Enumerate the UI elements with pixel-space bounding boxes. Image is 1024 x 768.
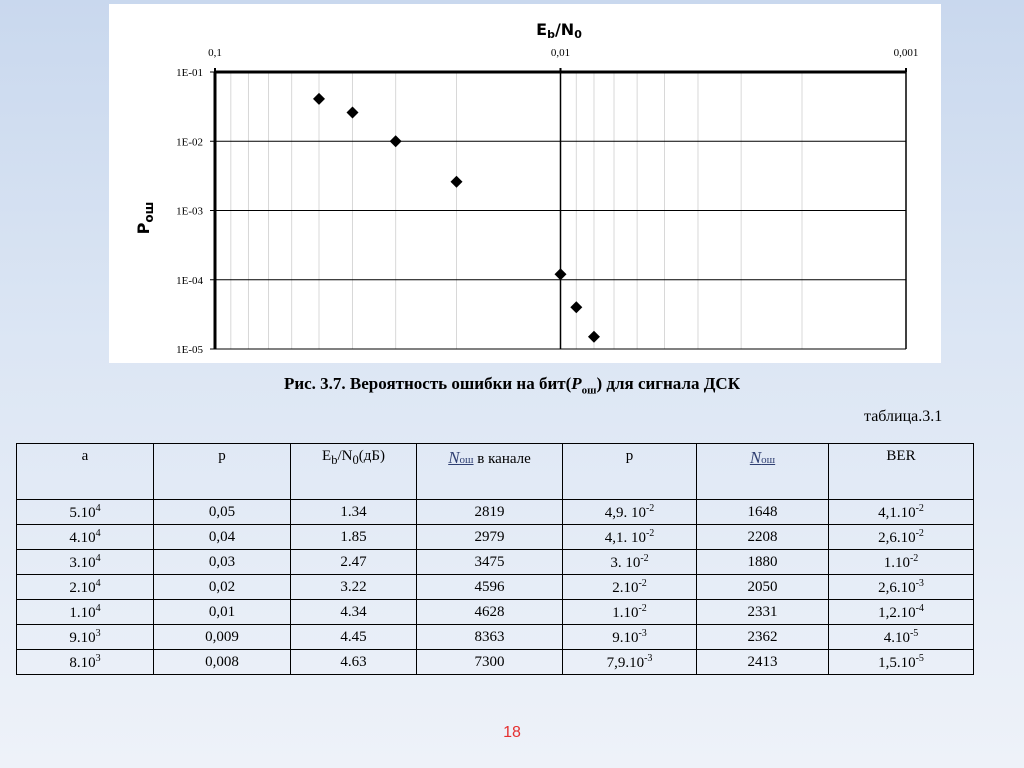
header-p2: p	[563, 444, 697, 500]
table-header-row	[17, 444, 974, 500]
y-tick-label: 1E-02	[176, 136, 203, 149]
caption-symbol: P	[571, 374, 582, 393]
cell-p: 0,01	[154, 600, 291, 625]
cell-p2: $9.10^{-3}$	[563, 625, 697, 650]
cell-p2: $2.10^{-2}$	[563, 575, 697, 600]
data-point	[313, 93, 325, 105]
header-n-channel: Nош в канале	[417, 444, 563, 500]
table-row	[17, 625, 974, 650]
table-row	[17, 600, 974, 625]
header-eb-n0: $E_b/N_0(дБ)$	[291, 444, 417, 500]
cell-ber: $1.10^{-2}$	[829, 550, 974, 575]
n-error-symbol: Nош	[448, 448, 474, 467]
y-tick-label: 1E-01	[176, 67, 203, 79]
cell-n-errors: 2413	[697, 650, 829, 675]
cell-p2: $7,9.10^{-3}$	[563, 650, 697, 675]
data-point	[588, 331, 600, 343]
page-number: 18	[503, 724, 521, 741]
table-number: таблица.3.1	[864, 408, 943, 425]
table-row	[17, 575, 974, 600]
caption-suffix: ) для сигнала ДСК	[596, 374, 741, 393]
cell-ber: $1,5.10^{-5}$	[829, 650, 974, 675]
header-a: a	[17, 444, 154, 500]
cell-a: 2.10$^4$	[17, 575, 154, 600]
cell-ber: $4,1.10^{-2}$	[829, 500, 974, 525]
cell-n-errors: 1880	[697, 550, 829, 575]
table-row	[17, 550, 974, 575]
cell-eb-n0: 3.22	[291, 575, 417, 600]
cell-p: 0,05	[154, 500, 291, 525]
cell-p2: 3. $10^{-2}$	[563, 550, 697, 575]
data-point	[390, 135, 402, 147]
cell-p: 0,03	[154, 550, 291, 575]
chart-svg	[109, 4, 941, 363]
x-tick-label: 0,01	[550, 47, 571, 59]
cell-n-channel: 7300	[417, 650, 563, 675]
data-point	[555, 268, 567, 280]
x-tick-label: 0,1	[208, 47, 222, 59]
cell-eb-n0: 4.63	[291, 650, 417, 675]
cell-n-channel: 3475	[417, 550, 563, 575]
y-tick-label: 1E-03	[176, 205, 203, 218]
cell-ber: $2,6.10^{-2}$	[829, 525, 974, 550]
cell-a: 1.10$^4$	[17, 600, 154, 625]
cell-eb-n0: 4.34	[291, 600, 417, 625]
table-row	[17, 650, 974, 675]
table-row	[17, 500, 974, 525]
cell-n-errors: 2050	[697, 575, 829, 600]
chart-panel	[109, 4, 941, 363]
header-ber: BER	[829, 444, 974, 500]
cell-eb-n0: 4.45	[291, 625, 417, 650]
n-error-symbol: Nош	[749, 448, 776, 467]
cell-a: 5.10$^4$	[17, 500, 154, 525]
header-n-errors	[697, 444, 829, 500]
data-table	[16, 443, 974, 675]
cell-n-channel: 2819	[417, 500, 563, 525]
cell-n-errors: 1648	[697, 500, 829, 525]
y-tick-label: 1E-05	[176, 344, 203, 356]
cell-n-errors: 2362	[697, 625, 829, 650]
cell-n-channel: 4596	[417, 575, 563, 600]
cell-p2: $1.10^{-2}$	[563, 600, 697, 625]
cell-eb-n0: 1.34	[291, 500, 417, 525]
cell-n-channel: 2979	[417, 525, 563, 550]
header-p: p	[154, 444, 291, 500]
cell-ber: $4.10^{-5}$	[829, 625, 974, 650]
data-point	[346, 107, 358, 119]
y-tick-label: 1E-04	[176, 274, 203, 287]
cell-p: 0,02	[154, 575, 291, 600]
cell-n-channel: 8363	[417, 625, 563, 650]
caption-symbol-sub: ош	[581, 384, 597, 397]
cell-eb-n0: 2.47	[291, 550, 417, 575]
cell-a: 9.10$^3$	[17, 625, 154, 650]
table-row	[17, 525, 974, 550]
cell-n-errors: 2331	[697, 600, 829, 625]
cell-ber: $1,2.10^{-4}$	[829, 600, 974, 625]
data-point	[570, 301, 582, 313]
cell-n-errors: 2208	[697, 525, 829, 550]
cell-eb-n0: 1.85	[291, 525, 417, 550]
cell-p: 0,008	[154, 650, 291, 675]
cell-p2: 4,9. $10^{-2}$	[563, 500, 697, 525]
figure-caption	[0, 374, 1024, 396]
cell-a: 3.10$^4$	[17, 550, 154, 575]
caption-prefix: Рис. 3.7. Вероятность ошибки на бит(	[283, 374, 572, 393]
cell-p: 0,009	[154, 625, 291, 650]
table-body	[17, 500, 974, 675]
cell-p: 0,04	[154, 525, 291, 550]
data-point	[450, 176, 462, 188]
x-axis-title: Eb/N0	[536, 20, 582, 41]
cell-a: 8.10$^3$	[17, 650, 154, 675]
x-tick-label: 0,001	[893, 47, 919, 59]
cell-p2: 4,1. $10^{-2}$	[563, 525, 697, 550]
y-axis-title: $P_{ош}$	[134, 201, 156, 235]
cell-a: 4.10$^4$	[17, 525, 154, 550]
cell-ber: $2,6.10^{-3}$	[829, 575, 974, 600]
axis-layer	[176, 47, 918, 356]
cell-n-channel: 4628	[417, 600, 563, 625]
